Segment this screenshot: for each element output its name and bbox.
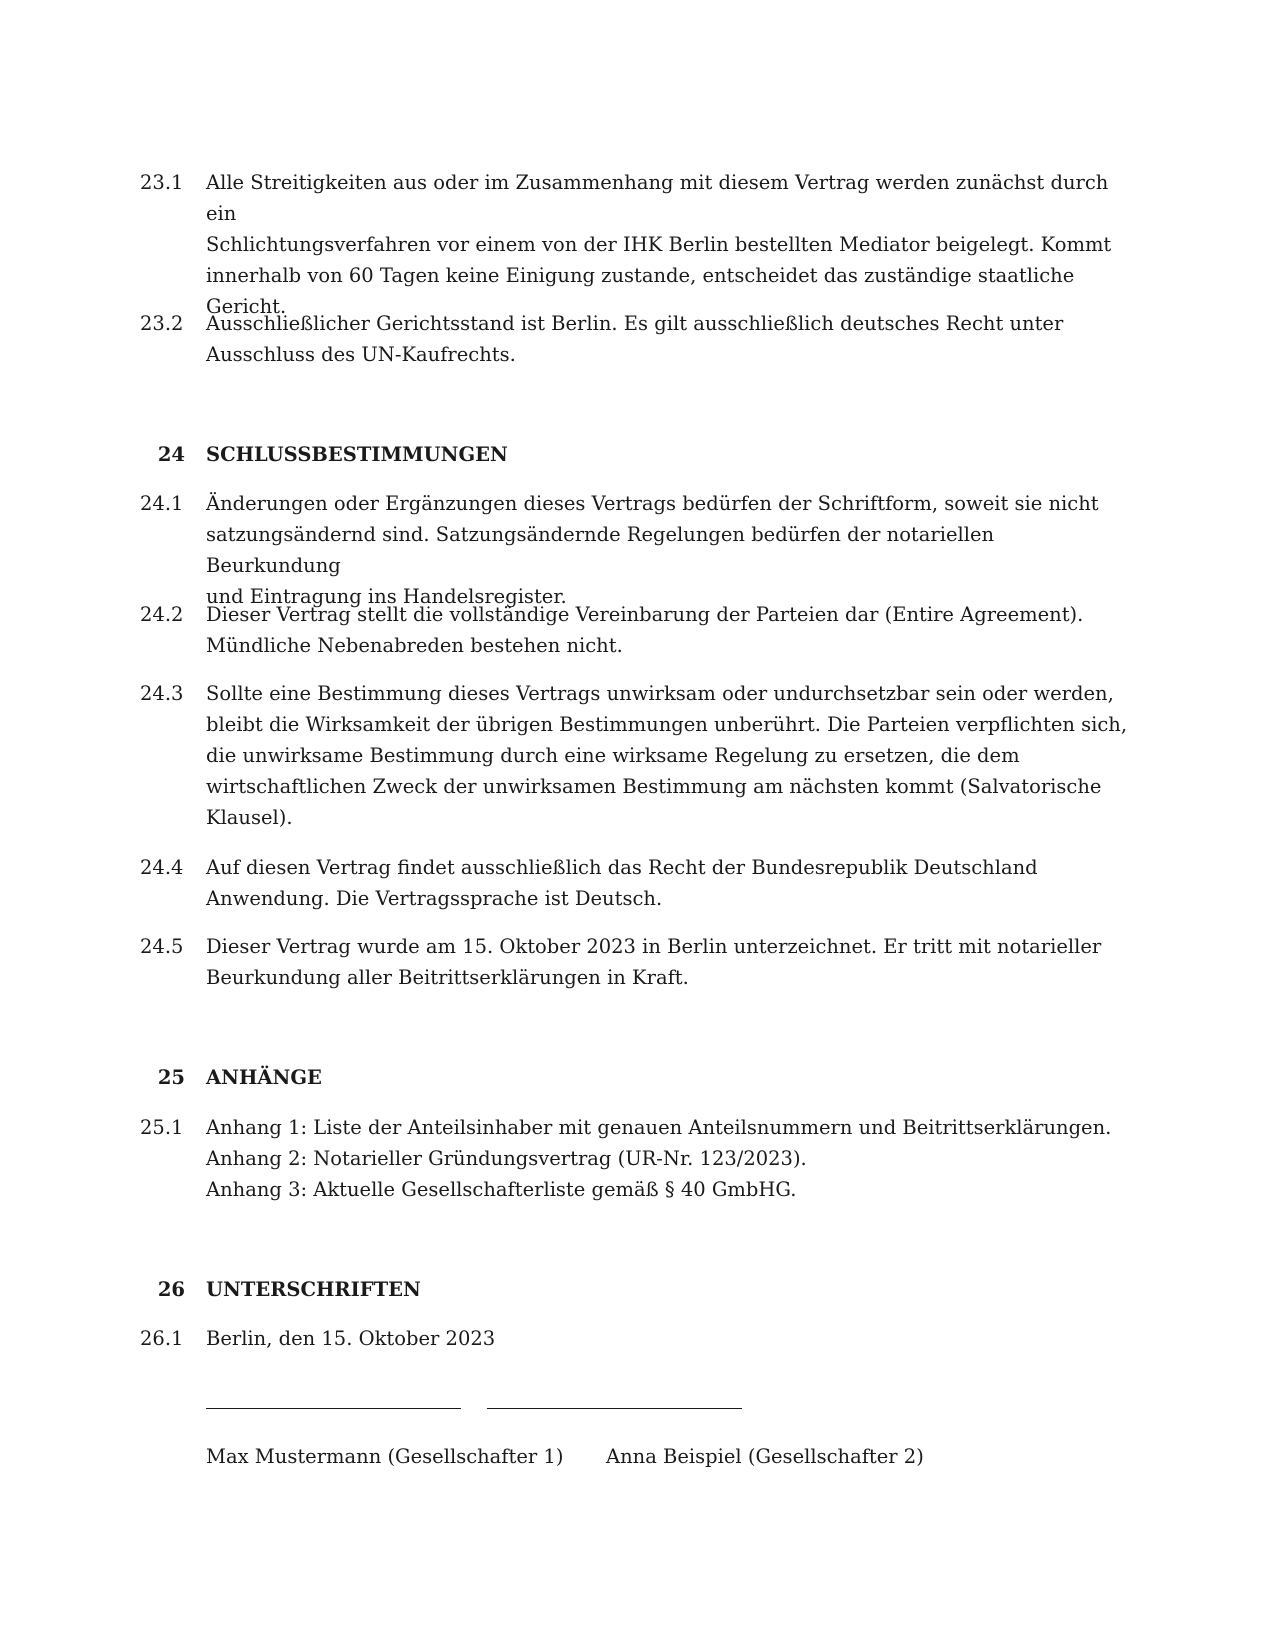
clause-line: Auf diesen Vertrag findet ausschließlich das Recht der Bundesrepublik Deutschland xyxy=(206,856,1038,879)
clause-text xyxy=(206,931,1130,993)
clause-text xyxy=(206,599,1130,661)
clause-line: Sollte eine Bestimmung dieses Vertrags unwirksam oder undurchsetzbar sein oder werden, xyxy=(206,682,1114,705)
clause-line: wirtschaftlichen Zweck der unwirksamen Bestimmung am nächsten kommt (Salvatorische xyxy=(206,775,1102,798)
clause-line: Dieser Vertrag wurde am 15. Oktober 2023 in Berlin unterzeichnet. Er tritt mit notarieller xyxy=(206,935,1102,958)
clause-24-4 xyxy=(140,852,1130,914)
clause-line: Anhang 3: Aktuelle Gesellschafterliste gemäß § 40 GmbHG. xyxy=(206,1178,797,1201)
clause-text xyxy=(206,1112,1130,1205)
signature-line-1 xyxy=(206,1408,461,1409)
clause-text xyxy=(206,852,1130,914)
clause-line: Klausel). xyxy=(206,806,293,829)
clause-text xyxy=(206,488,1130,612)
signature-names xyxy=(206,1441,924,1472)
clause-24-2 xyxy=(140,599,1130,661)
clause-24-3 xyxy=(140,678,1130,833)
clause-line: Anhang 2: Notarieller Gründungsvertrag (UR-Nr. 123/2023). xyxy=(206,1147,807,1170)
clause-line: Anwendung. Die Vertragssprache ist Deutsch. xyxy=(206,887,663,910)
clause-26-1 xyxy=(140,1323,1130,1354)
clause-23-2 xyxy=(140,308,1130,370)
clause-23-1 xyxy=(140,167,1130,322)
signer-1-name: Max Mustermann (Gesellschafter 1) xyxy=(206,1445,564,1468)
clause-number: 23.1 xyxy=(140,171,184,194)
clause-text xyxy=(206,678,1130,833)
clause-number: 24.5 xyxy=(140,935,184,958)
clause-number: 25.1 xyxy=(140,1116,184,1139)
clause-25-1 xyxy=(140,1112,1130,1205)
clause-text xyxy=(206,308,1130,370)
clause-line: Dieser Vertrag stellt die vollständige Vereinbarung der Parteien dar (Entire Agreement). xyxy=(206,603,1084,626)
clause-line: Berlin, den 15. Oktober 2023 xyxy=(206,1327,496,1350)
clause-number: 24.1 xyxy=(140,492,184,515)
clause-number: 23.2 xyxy=(140,312,184,335)
clause-line: die unwirksame Bestimmung durch eine wirksame Regelung zu ersetzen, die dem xyxy=(206,744,1020,767)
section-heading-25 xyxy=(140,1062,322,1093)
clause-line: Alle Streitigkeiten aus oder im Zusammenhang mit diesem Vertrag werden zunächst durch ein xyxy=(206,171,1109,225)
section-title: ANHÄNGE xyxy=(206,1066,322,1089)
clause-line: Mündliche Nebenabreden bestehen nicht. xyxy=(206,634,623,657)
section-number: 26 xyxy=(157,1278,185,1301)
clause-line: Anhang 1: Liste der Anteilsinhaber mit genauen Anteilsnummern und Beitrittserklärungen. xyxy=(206,1116,1112,1139)
clause-line: innerhalb von 60 Tagen keine Einigung zustande, entscheidet das zuständige staatliche xyxy=(206,264,1075,287)
clause-number: 24.4 xyxy=(140,856,184,879)
section-heading-24 xyxy=(140,439,508,470)
clause-line: Schlichtungsverfahren vor einem von der IHK Berlin bestellten Mediator beigelegt. Kommt xyxy=(206,233,1112,256)
clause-line: Änderungen oder Ergänzungen dieses Vertrags bedürfen der Schriftform, soweit sie nicht xyxy=(206,492,1099,515)
clause-number: 26.1 xyxy=(140,1327,184,1350)
section-title: UNTERSCHRIFTEN xyxy=(206,1278,421,1301)
clause-text xyxy=(206,1323,1130,1354)
clause-text xyxy=(206,167,1130,322)
clause-line: satzungsändernd sind. Satzungsändernde Regelungen bedürfen der notariellen Beurkundung xyxy=(206,523,995,577)
clause-line: und Eintragung ins Handelsregister. xyxy=(206,585,567,608)
section-title: SCHLUSSBESTIMMUNGEN xyxy=(206,443,508,466)
section-number: 24 xyxy=(157,443,185,466)
signature-lines xyxy=(206,1408,742,1409)
clause-number: 24.3 xyxy=(140,682,184,705)
clause-line: Ausschließlicher Gerichtsstand ist Berlin. Es gilt ausschließlich deutsches Recht unter xyxy=(206,312,1064,335)
clause-line: Gericht. xyxy=(206,295,287,318)
clause-line: bleibt die Wirksamkeit der übrigen Bestimmungen unberührt. Die Parteien verpflichten sich, xyxy=(206,713,1128,736)
section-heading-26 xyxy=(140,1274,421,1305)
clause-line: Ausschluss des UN-Kaufrechts. xyxy=(206,343,516,366)
section-number: 25 xyxy=(157,1066,185,1089)
clause-24-5 xyxy=(140,931,1130,993)
clause-number: 24.2 xyxy=(140,603,184,626)
clause-24-1 xyxy=(140,488,1130,612)
signer-2-name: Anna Beispiel (Gesellschafter 2) xyxy=(606,1445,924,1468)
signature-line-2 xyxy=(487,1408,742,1409)
clause-line: Beurkundung aller Beitrittserklärungen in Kraft. xyxy=(206,966,689,989)
